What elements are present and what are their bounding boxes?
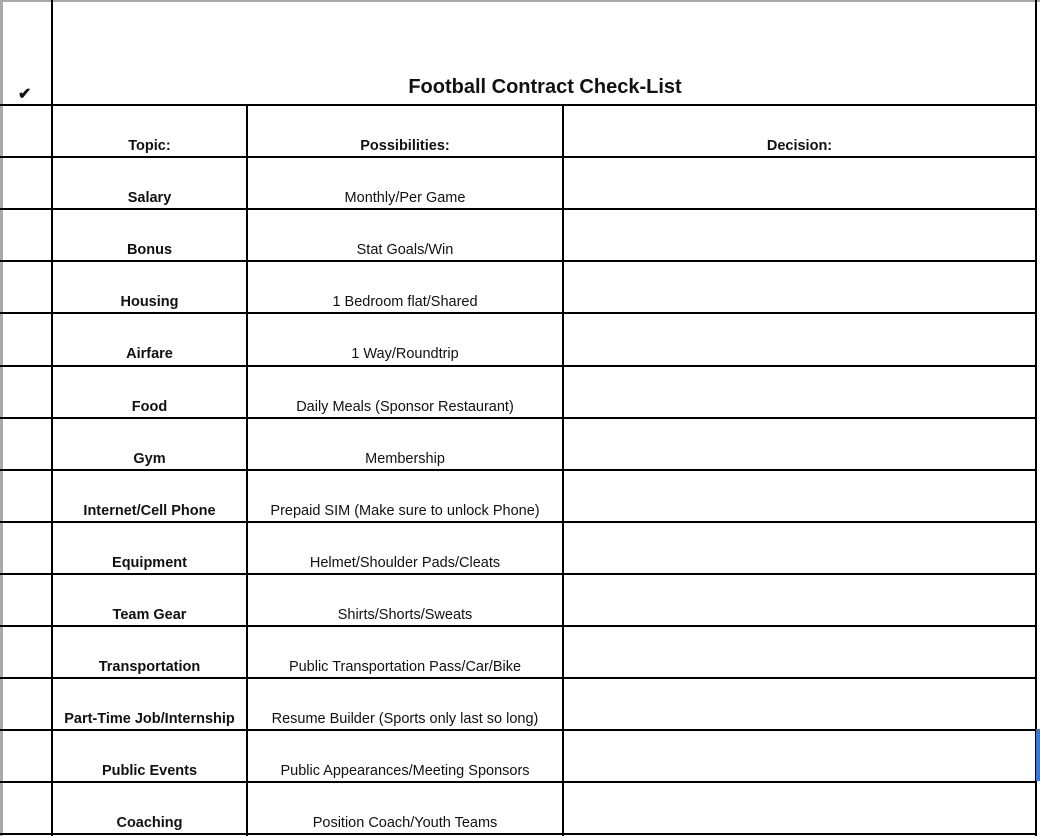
decision-cell[interactable]: [564, 210, 1035, 260]
topic-cell[interactable]: Salary: [127, 190, 172, 206]
possibilities-cell[interactable]: Public Appearances/Meeting Sponsors: [280, 763, 530, 779]
possibilities-cell[interactable]: Resume Builder (Sports only last so long): [271, 711, 539, 727]
topic-cell[interactable]: Internet/Cell Phone: [83, 503, 216, 519]
topic-cell[interactable]: Gym: [133, 451, 166, 467]
decision-cell[interactable]: [564, 627, 1035, 677]
possibilities-cell[interactable]: Helmet/Shoulder Pads/Cleats: [309, 555, 501, 571]
possibilities-cell[interactable]: Position Coach/Youth Teams: [312, 815, 498, 831]
topic-cell[interactable]: Team Gear: [112, 607, 187, 623]
possibilities-cell[interactable]: Membership: [365, 451, 445, 467]
possibilities-cell[interactable]: 1 Way/Roundtrip: [351, 346, 459, 362]
decision-cell[interactable]: [564, 367, 1035, 417]
header-possibilities[interactable]: Possibilities:: [360, 138, 450, 154]
decision-cell[interactable]: [564, 419, 1035, 469]
decision-cell[interactable]: [564, 158, 1035, 208]
grid-line: [0, 833, 1037, 835]
selection-indicator[interactable]: [1036, 729, 1040, 781]
decision-cell[interactable]: [564, 471, 1035, 521]
possibilities-cell[interactable]: Monthly/Per Game: [344, 190, 466, 206]
possibilities-cell[interactable]: Daily Meals (Sponsor Restaurant): [296, 399, 514, 415]
decision-cell[interactable]: [564, 783, 1035, 833]
possibilities-cell[interactable]: Public Transportation Pass/Car/Bike: [288, 659, 522, 675]
header-decision[interactable]: Decision:: [766, 138, 833, 154]
topic-cell[interactable]: Coaching: [116, 815, 183, 831]
sheet-title[interactable]: Football Contract Check-List: [408, 76, 682, 98]
decision-cell[interactable]: [564, 679, 1035, 729]
possibilities-cell[interactable]: Stat Goals/Win: [356, 242, 454, 258]
sheet-top-edge: [0, 0, 1040, 2]
possibilities-cell[interactable]: 1 Bedroom flat/Shared: [332, 294, 478, 310]
topic-cell[interactable]: Airfare: [126, 346, 173, 362]
topic-cell[interactable]: Equipment: [112, 555, 187, 571]
possibilities-cell[interactable]: Prepaid SIM (Make sure to unlock Phone): [270, 503, 540, 519]
decision-cell[interactable]: [564, 314, 1035, 364]
topic-cell[interactable]: Public Events: [101, 763, 198, 779]
decision-cell[interactable]: [564, 262, 1035, 312]
topic-cell[interactable]: Food: [131, 399, 168, 415]
check-mark-icon: ✔: [18, 86, 32, 103]
topic-cell[interactable]: Transportation: [98, 659, 201, 675]
topic-cell[interactable]: Housing: [120, 294, 179, 310]
decision-cell[interactable]: [564, 575, 1035, 625]
topic-cell[interactable]: Part-Time Job/Internship: [64, 711, 235, 727]
header-topic[interactable]: Topic:: [128, 138, 171, 154]
decision-cell[interactable]: [564, 523, 1035, 573]
topic-cell[interactable]: Bonus: [126, 242, 173, 258]
decision-cell[interactable]: [564, 731, 1035, 781]
possibilities-cell[interactable]: Shirts/Shorts/Sweats: [337, 607, 473, 623]
